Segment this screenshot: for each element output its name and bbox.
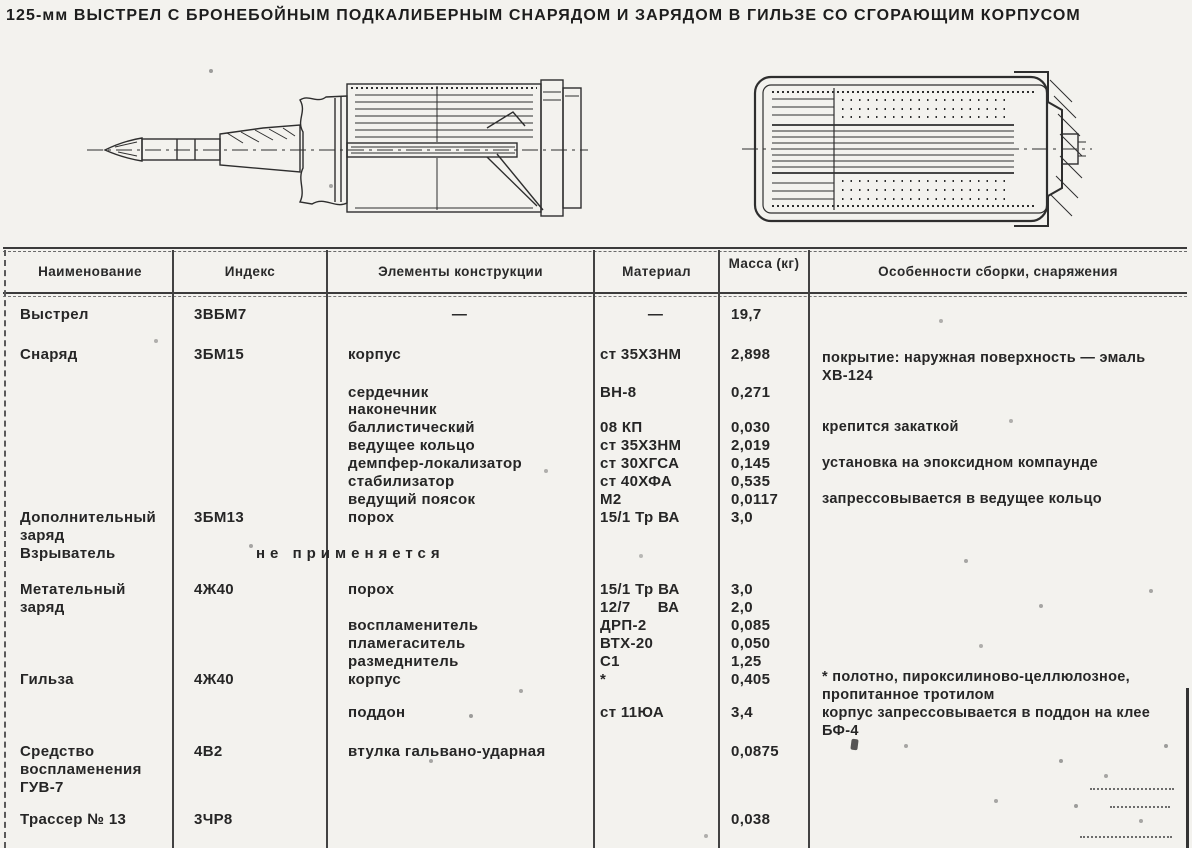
name-cell: Средство [20, 743, 95, 760]
material-cell: 12/7 ВА [600, 599, 680, 616]
element-cell: порох [348, 509, 395, 526]
element-cell: поддон [348, 704, 406, 721]
table-top-rule-shadow [3, 251, 1187, 252]
mass-cell: 0,535 [731, 473, 771, 490]
name-cell: Снаряд [20, 346, 78, 363]
name-cell: заряд [20, 527, 65, 544]
table-row [0, 811, 1192, 831]
name-cell: Трассер № 13 [20, 811, 127, 828]
assembly-note: покрытие: наружная поверхность — эмаль ХВ-124 [822, 350, 1146, 384]
column-header-material: Материал [622, 264, 691, 279]
table-row [0, 437, 1192, 457]
table-row [0, 306, 1192, 326]
material-cell: ст 11ЮА [600, 704, 665, 721]
element-cell: баллистический [348, 419, 475, 436]
scan-noise [1090, 788, 1174, 790]
assembly-note: крепится закаткой [822, 419, 959, 435]
material-cell: 15/1 Тр ВА [600, 581, 680, 598]
mass-cell: 0,050 [731, 635, 771, 652]
table-row [0, 401, 1192, 421]
page-title: 125-мм ВЫСТРЕЛ С БРОНЕБОЙНЫМ ПОДКАЛИБЕРНЫМ СНАРЯДОМ И ЗАРЯДОМ В ГИЛЬЗЕ СО СГОРАЮЩИМ КОРПУСОМ [6, 7, 1081, 24]
mass-cell: 19,7 [731, 306, 762, 323]
element-cell: размеднитель [348, 653, 459, 670]
element-cell: порох [348, 581, 395, 598]
scan-noise [1080, 836, 1172, 838]
element-cell: втулка гальвано-ударная [348, 743, 546, 760]
material-cell: 08 КП [600, 419, 643, 436]
index-cell: 3БМ13 [194, 509, 245, 526]
index-cell: 4Ж40 [194, 671, 234, 688]
projectile-cutaway-drawing [85, 62, 590, 234]
scan-noise [0, 0, 2, 2]
mass-cell: 0,085 [731, 617, 771, 634]
index-cell: 3БМ15 [194, 346, 245, 363]
element-cell: корпус [348, 346, 402, 363]
mass-cell: 0,405 [731, 671, 771, 688]
ink-blot [850, 739, 858, 751]
material-cell: — [647, 306, 664, 323]
mass-cell: 0,038 [731, 811, 771, 828]
mass-cell: 3,0 [731, 509, 753, 526]
table-row [0, 617, 1192, 637]
mass-cell: 3,4 [731, 704, 753, 721]
mass-cell: 2,0 [731, 599, 753, 616]
table-row [0, 545, 1192, 565]
index-cell: 4Ж40 [194, 581, 234, 598]
mass-cell: 1,25 [731, 653, 762, 670]
name-cell: Метательный [20, 581, 126, 598]
mass-cell: 0,0875 [731, 743, 779, 760]
element-cell: сердечник [348, 384, 429, 401]
table-row [0, 509, 1192, 529]
table-row [0, 599, 1192, 619]
element-cell: стабилизатор [348, 473, 455, 490]
table-row [0, 779, 1192, 799]
mass-cell: 0,0117 [731, 491, 779, 508]
material-cell: С1 [600, 653, 620, 670]
charge-case-cutaway-drawing [742, 68, 1094, 230]
name-cell: ГУВ-7 [20, 779, 64, 796]
name-cell: заряд [20, 599, 65, 616]
index-cell: 4В2 [194, 743, 223, 760]
assembly-note: запрессовывается в ведущее кольцо [822, 491, 1102, 507]
name-cell: Взрыватель [20, 545, 116, 562]
material-cell: ВТХ-20 [600, 635, 654, 652]
table-header-rule-shadow [3, 296, 1187, 297]
table-row [0, 581, 1192, 601]
element-cell: демпфер-локализатор [348, 455, 523, 472]
material-cell: ДРП-2 [600, 617, 647, 634]
material-cell: ст 35Х3НМ [600, 437, 682, 454]
name-cell: Выстрел [20, 306, 89, 323]
element-cell: ведущий поясок [348, 491, 476, 508]
assembly-note: * полотно, пироксилиново-целлюлозное, пропитанное тротилом [822, 669, 1130, 703]
material-cell: М2 [600, 491, 622, 508]
index-cell: 3ЧР8 [194, 811, 233, 828]
table-header-rule [3, 292, 1187, 294]
table-row [0, 473, 1192, 493]
mass-cell: 2,019 [731, 437, 771, 454]
table-row [0, 635, 1192, 655]
table-row [0, 743, 1192, 763]
element-cell: воспламенитель [348, 617, 479, 634]
column-header-index: Индекс [224, 264, 276, 279]
assembly-note: корпус запрессовывается в поддон на клее БФ-4 [822, 705, 1151, 739]
name-cell: Дополнительный [20, 509, 157, 526]
mass-cell: 2,898 [731, 346, 771, 363]
material-cell: ст 35Х3НМ [600, 346, 682, 363]
mass-cell: 0,271 [731, 384, 771, 401]
material-cell: 15/1 Тр ВА [600, 509, 680, 526]
mass-cell: 0,030 [731, 419, 771, 436]
assembly-note: установка на эпоксидном компаунде [822, 455, 1098, 471]
element-cell: — [451, 306, 468, 323]
element-cell: корпус [348, 671, 402, 688]
column-header-assembly: Особенности сборки, снаряжения [878, 264, 1118, 279]
material-cell: ст 40ХФА [600, 473, 673, 490]
name-cell: Гильза [20, 671, 74, 688]
column-header-elements: Элементы конструкции [378, 264, 543, 279]
material-cell: * [600, 671, 607, 688]
mass-cell: 0,145 [731, 455, 771, 472]
table-row [0, 761, 1192, 781]
mass-cell: 3,0 [731, 581, 753, 598]
material-cell: ст 30ХГСА [600, 455, 680, 472]
name-cell: воспламенения [20, 761, 142, 778]
element-cell: наконечник [348, 401, 437, 418]
column-header-name: Наименование [38, 264, 142, 279]
element-cell: ведущее кольцо [348, 437, 476, 454]
table-top-rule [3, 247, 1187, 249]
material-cell: ВН-8 [600, 384, 637, 401]
column-header-mass: Масса (кг) [728, 256, 800, 271]
fuze-status: не применяется [256, 545, 445, 562]
scan-noise [1110, 806, 1170, 808]
element-cell: пламегаситель [348, 635, 466, 652]
index-cell: 3ВБМ7 [194, 306, 247, 323]
table-row [0, 527, 1192, 547]
